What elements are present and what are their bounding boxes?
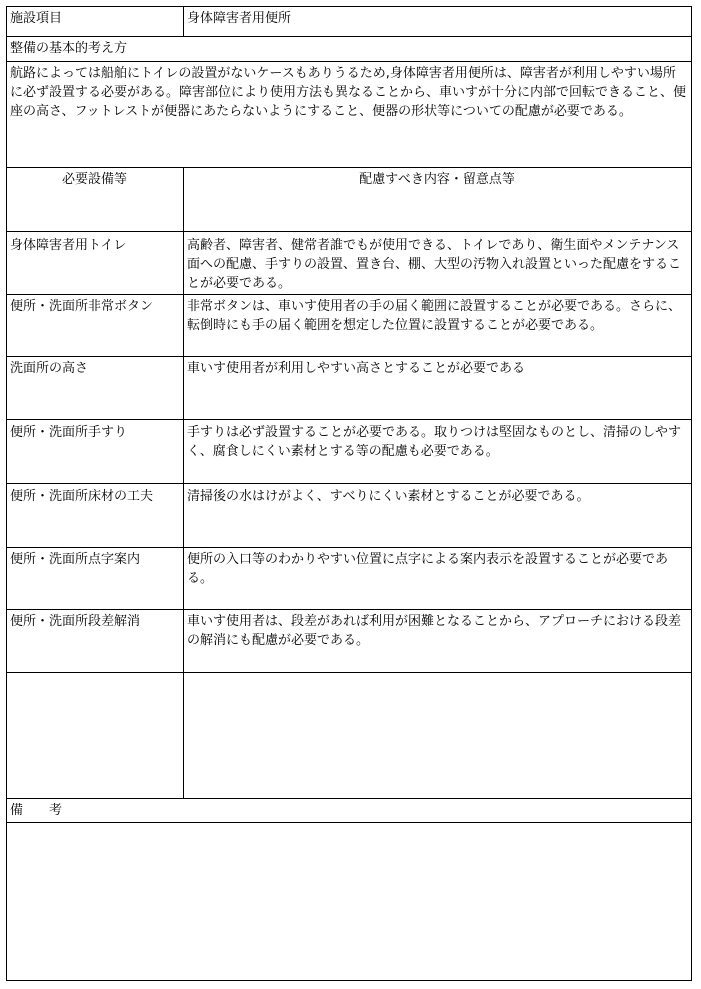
table-row-note: 非常ボタンは、車いす使用者の手の届く範囲に設置することが必要である。さらに、転倒時にも手の届く範囲を想定した位置に設置することが必要である。	[187, 299, 682, 333]
column-header-equipment: 必要設備等	[61, 172, 127, 187]
table-row-note: 車いす使用者は、段差があれば利用が困難となることから、アプローチにおける段差の解消にも配慮が必要である。	[187, 614, 682, 648]
remarks-heading: 備 考	[10, 803, 63, 818]
table-row-item	[7, 673, 183, 798]
facility-value: 身体障害者用便所	[187, 11, 292, 26]
column-divider	[183, 7, 184, 36]
remarks-text	[7, 823, 691, 980]
column-header-considerations: 配慮すべき内容・留意点等	[359, 172, 515, 187]
table-row-note	[184, 673, 691, 798]
table-row-note: 清掃後の水はけがよく、すべりにくい素材とすることが必要である。	[187, 489, 590, 504]
table-row-item: 洗面所の高さ	[10, 361, 89, 376]
facility-label: 施設項目	[10, 11, 63, 26]
table-row-item: 便所・洗面所手すり	[10, 425, 128, 440]
table-row-item: 便所・洗面所段差解消	[10, 614, 141, 629]
table-row-item: 便所・洗面所点字案内	[10, 552, 141, 567]
basic-policy-heading: 整備の基本的考え方	[10, 41, 128, 56]
table-row-note: 便所の入口等のわかりやすい位置に点字による案内表示を設置することが必要である。	[187, 552, 669, 586]
divider	[7, 419, 691, 420]
facility-form	[6, 6, 692, 981]
divider	[7, 231, 691, 232]
basic-policy-text: 航路によっては船舶にトイレの設置がないケースもありうるため,身体障害者用便所は、障害者が利用しやすい場所に必ず設置する必要がある。障害部位により使用方法も異なることから、車いすが十分に内部で回転できること、便座の高さ、フットレストが便器にあたらないようにすること、便器の形状等についての配慮が必要である。	[10, 66, 687, 119]
table-row-item: 身体障害者用トイレ	[10, 238, 127, 253]
table-row-note: 車いす使用者が利用しやすい高さとすることが必要である	[187, 361, 526, 376]
table-row-note: 手すりは必ず設置することが必要である。取りつけは堅固なものとし、清掃のしやすく、腐食しにくい素材とする等の配慮も必要である。	[187, 425, 682, 459]
table-row-note: 高齢者、障害者、健常者誰でもが使用できる、トイレであり、衛生面やメンテナンス面への配慮、手すりの設置、置き台、棚、大型の汚物入れ設置といった配慮をすることが必要である。	[187, 238, 682, 291]
table-row-item: 便所・洗面所床材の工夫	[10, 489, 154, 504]
table-row-item: 便所・洗面所非常ボタン	[10, 299, 154, 314]
column-divider	[183, 167, 184, 798]
divider	[7, 483, 691, 484]
